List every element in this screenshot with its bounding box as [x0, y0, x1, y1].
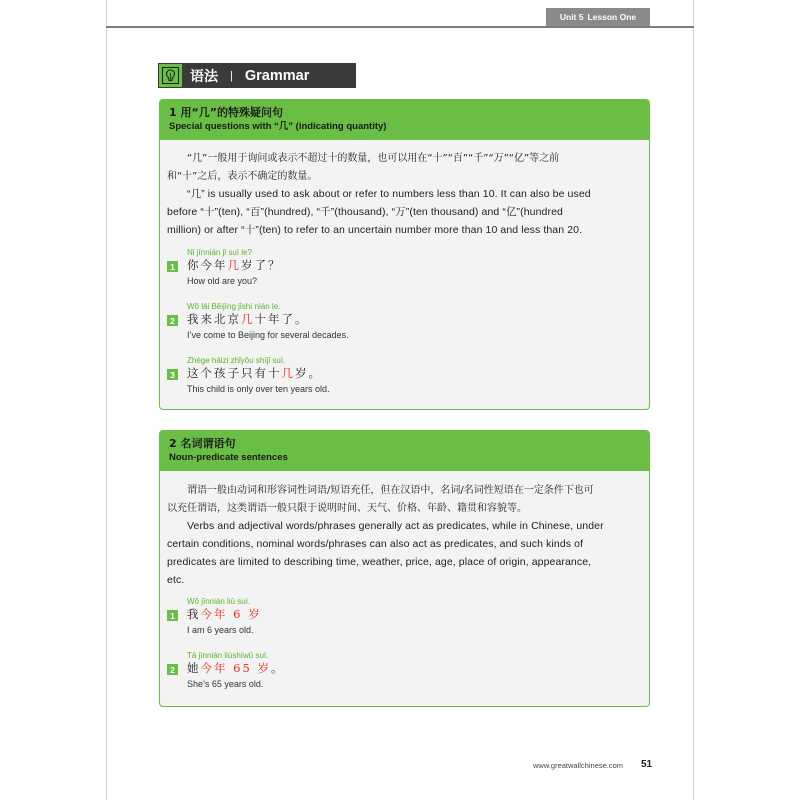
example-number-badge: 2: [167, 664, 178, 675]
example-translation: This child is only over ten years old.: [187, 384, 330, 394]
highlight-word: 今年 6 岁: [200, 607, 262, 621]
page-number: 51: [641, 759, 653, 770]
example-number-badge: 2: [167, 315, 178, 326]
highlight-word: 几: [241, 312, 255, 326]
section-2-zh-paragraph: [167, 482, 645, 518]
highlight-word: 几: [227, 258, 241, 272]
text-line: predicates are limited to describing time, weather, price, age, place of origin, appearance,: [167, 556, 592, 568]
example-number-badge: 1: [167, 261, 178, 272]
text-line: million) or after “十”(ten) to refer to an uncertain number more than 10 and less than 20.: [167, 224, 583, 236]
section-1-en-paragraph: [167, 185, 645, 239]
section-2-box: [159, 430, 650, 707]
title-separator: |: [230, 69, 233, 82]
text-line: etc.: [167, 574, 185, 586]
section-1-subtitle: Special questions with “几” (indicating quantity): [169, 121, 387, 132]
text-line: before “十”(ten), “百”(hundred), “千”(thousand), “万”(ten thousand) and “亿”(hundred: [167, 206, 563, 218]
example-pinyin: Nǐ jīnnián jǐ suì le?: [187, 248, 252, 257]
highlight-word: 几: [281, 366, 295, 380]
example-sentence: 这个孩子只有十几岁。: [187, 366, 322, 380]
example-number-badge: 1: [167, 610, 178, 621]
example-pinyin: Tā jīnnián liùshíwǔ suì.: [187, 651, 269, 660]
example-translation: I am 6 years old.: [187, 625, 254, 635]
grammar-title-zh: 语法: [190, 68, 218, 85]
section-1-header: [160, 100, 649, 140]
highlight-word: 今年 65 岁: [200, 661, 271, 675]
text-line: 谓语一般由动词和形容词性词语/短语充任，但在汉语中，名词/名词性短语在一定条件下也可: [187, 485, 594, 496]
example-number-badge: 3: [167, 369, 178, 380]
grammar-heading: [158, 63, 356, 88]
text-line: 以充任谓语，这类谓语一般只限于说明时间、天气、价格、年龄、籍贯和容貌等。: [167, 503, 527, 514]
unit-lesson-tab: [546, 8, 650, 26]
example-sentence: 她今年 65 岁。: [187, 661, 285, 675]
example-pinyin: Wǒ lái Běijīng jǐshí nián le.: [187, 302, 281, 311]
example-sentence: 我今年 6 岁: [187, 607, 262, 621]
footer-website: www.greatwallchinese.com: [533, 761, 624, 770]
section-2-subtitle: Noun-predicate sentences: [169, 452, 288, 463]
example-sentence: 我来北京几十年了。: [187, 312, 309, 326]
section-2-header: [160, 431, 649, 471]
example-translation: I’ve come to Beijing for several decades.: [187, 330, 349, 340]
header-rule: [106, 26, 694, 28]
text-line: Verbs and adjectival words/phrases generally act as predicates, while in Chinese, under: [187, 520, 604, 532]
text-line: certain conditions, nominal words/phrases can also act as predicates, and such kinds of: [167, 538, 584, 550]
section-2-title: 2 名词谓语句: [169, 437, 236, 450]
text-line: “几” is usually used to ask about or refer to numbers less than 10. It can also be used: [187, 188, 591, 200]
example-sentence: 你今年几岁了？: [187, 258, 282, 272]
text-line: 和“十”之后，表示不确定的数量。: [167, 171, 318, 182]
unit-label: Unit 5: [559, 12, 584, 22]
grammar-title-en: Grammar: [244, 67, 310, 84]
section-2-en-paragraph: [167, 517, 645, 589]
example-translation: She’s 65 years old.: [187, 679, 264, 689]
example-translation: How old are you?: [187, 276, 258, 286]
lesson-label: Lesson One: [587, 12, 637, 22]
example-pinyin: Zhège háizi zhǐyǒu shíjǐ suì.: [187, 356, 286, 365]
lightbulb-icon: [159, 64, 182, 87]
section-1-title: 1 用“几”的特殊疑问句: [169, 106, 283, 119]
section-1-zh-paragraph: [167, 150, 645, 186]
section-1-box: [159, 99, 650, 410]
text-line: “几”一般用于询问或表示不超过十的数量，也可以用在“十”“百”“千”“万”“亿”等之前: [187, 153, 560, 164]
example-pinyin: Wǒ jīnnián liù suì.: [187, 597, 251, 606]
